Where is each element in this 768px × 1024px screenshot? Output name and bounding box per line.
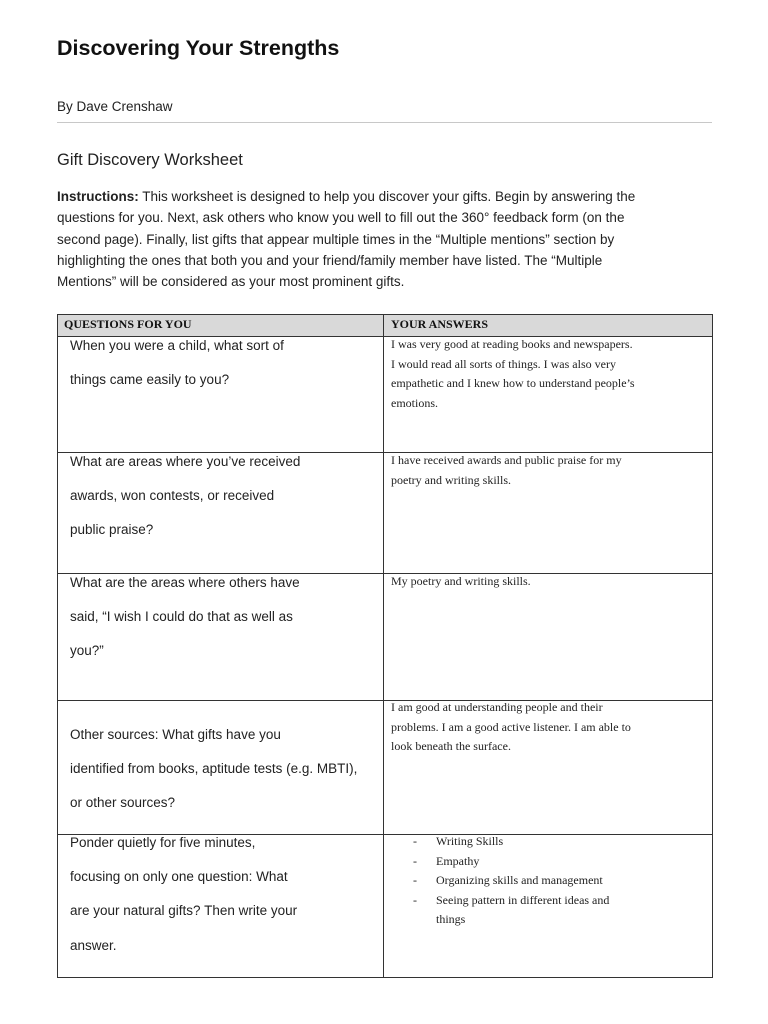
answer-line: I was very good at reading books and newspapers. xyxy=(391,337,633,351)
answers-column-header: YOUR ANSWERS xyxy=(384,315,713,337)
header-divider xyxy=(57,122,712,123)
list-item: - Seeing pattern in different ideas and things xyxy=(413,891,626,930)
document-title: Discovering Your Strengths xyxy=(57,36,340,60)
instructions-text: This worksheet is designed to help you discover your gifts. Begin by answering the questions for you. Next, ask others who know you well to fill out the 360° feedback form (on the second page). Finally, list gifts that appear multiple times in the “Multiple mentions” section by highlighting the ones that both you and your friend/family member have listed. The “Multiple Mentions” will be considered as your most prominent gifts. xyxy=(57,189,636,290)
list-item: - Empathy xyxy=(413,852,706,872)
question-line: you?” xyxy=(70,643,104,659)
question-line: Ponder quietly for five minutes, xyxy=(70,835,256,850)
question-cell xyxy=(58,453,384,574)
list-item: - Writing Skills xyxy=(413,832,706,852)
worksheet-subtitle: Gift Discovery Worksheet xyxy=(57,151,243,169)
answer-line: I am good at understanding people and their xyxy=(391,700,603,714)
answer-cell[interactable] xyxy=(384,701,713,835)
question-line: things came easily to you? xyxy=(70,372,230,388)
question-line: When you were a child, what sort of xyxy=(70,338,284,353)
question-line: awards, won contests, or received xyxy=(70,488,275,504)
answer-line: look beneath the surface. xyxy=(391,739,511,754)
answer-cell[interactable] xyxy=(384,835,713,978)
answer-line: poetry and writing skills. xyxy=(391,472,511,487)
table-row xyxy=(58,574,713,701)
answer-line: problems. I am a good active listener. I am able to xyxy=(391,719,631,734)
table-row xyxy=(58,701,713,835)
table-row xyxy=(58,835,713,978)
worksheet-table xyxy=(57,314,713,978)
gift-list xyxy=(391,832,706,930)
answer-line: emotions. xyxy=(391,395,438,410)
instructions-label: Instructions: xyxy=(57,189,139,204)
answer-cell[interactable] xyxy=(384,453,713,574)
question-line: answer. xyxy=(70,937,117,953)
author-line: By Dave Crenshaw xyxy=(57,99,173,114)
question-line: What are areas where you’ve received xyxy=(70,454,301,469)
question-line: or other sources? xyxy=(70,795,176,811)
answer-cell[interactable] xyxy=(384,574,713,701)
question-line: Other sources: What gifts have you xyxy=(70,727,281,742)
question-cell xyxy=(58,337,384,453)
question-cell xyxy=(58,574,384,701)
question-line: public praise? xyxy=(70,522,154,538)
answer-line: I would read all sorts of things. I was also very xyxy=(391,356,616,371)
answer-cell[interactable] xyxy=(384,337,713,453)
question-cell xyxy=(58,835,384,978)
answer-line: My poetry and writing skills. xyxy=(391,574,531,588)
question-cell xyxy=(58,701,384,835)
question-line: said, “I wish I could do that as well as xyxy=(70,609,293,625)
table-row xyxy=(58,453,713,574)
answer-line: I have received awards and public praise for my xyxy=(391,453,622,467)
list-item: - Organizing skills and management xyxy=(413,871,706,891)
question-line: What are the areas where others have xyxy=(70,575,300,590)
question-line: identified from books, aptitude tests (e.g. MBTI), xyxy=(70,761,358,777)
question-line: focusing on only one question: What xyxy=(70,869,288,885)
questions-column-header: QUESTIONS FOR YOU xyxy=(58,315,384,337)
question-line: are your natural gifts? Then write your xyxy=(70,903,298,919)
table-row xyxy=(58,337,713,453)
answer-line: empathetic and I knew how to understand people’s xyxy=(391,376,635,391)
instructions-paragraph xyxy=(57,186,657,292)
